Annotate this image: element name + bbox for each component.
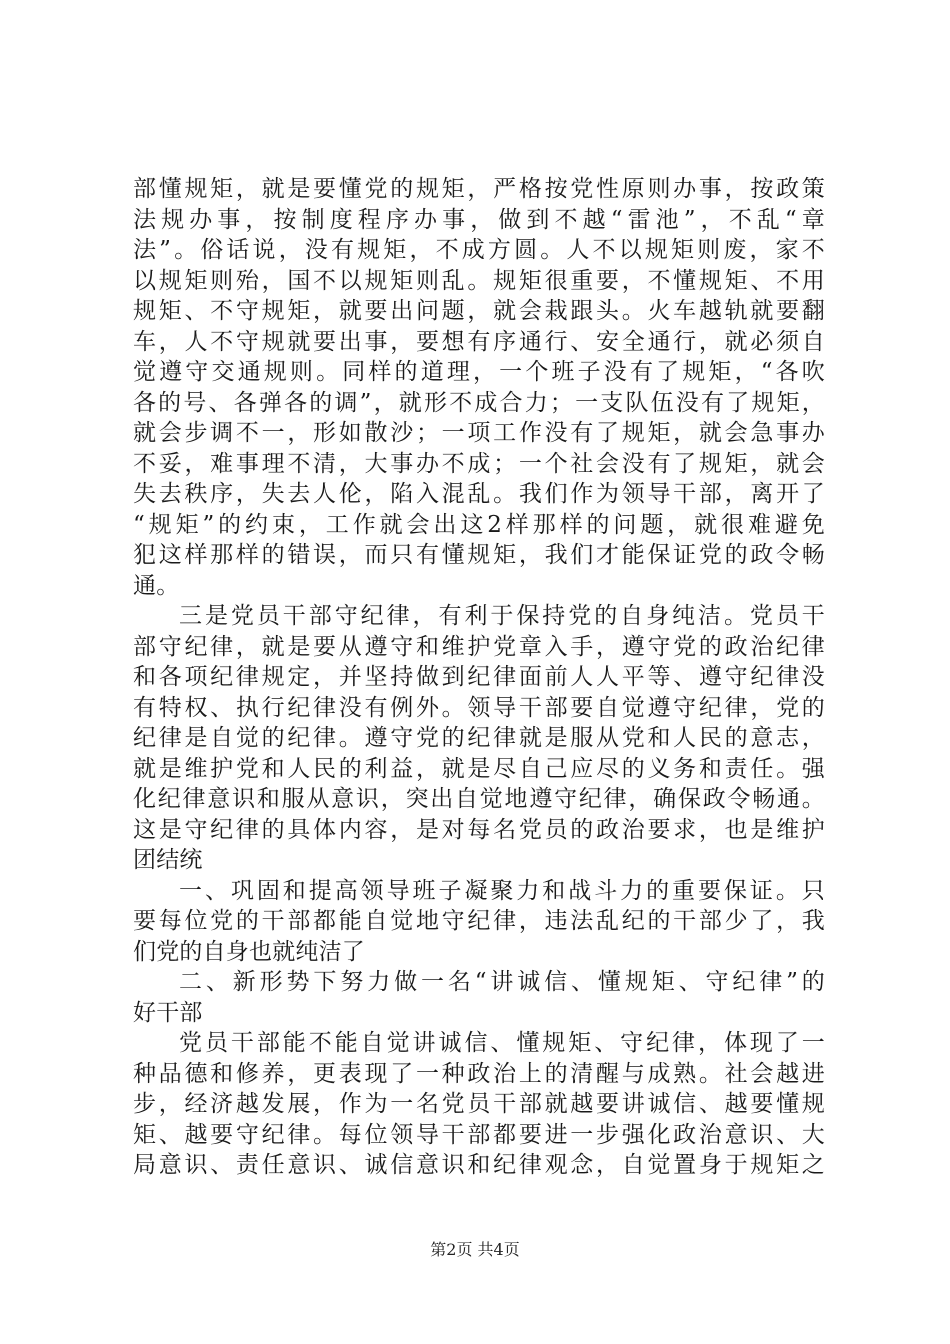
text-line: 纪律是自觉的纪律。遵守党的纪律就是服从党和人民的意志，	[133, 725, 825, 751]
text-line: 二、新形势下努力做一名“讲诚信、懂规矩、守纪律”的	[179, 969, 825, 995]
text-line: 和各项纪律规定，并坚持做到纪律面前人人平等、遵守纪律没	[133, 664, 825, 690]
text-line: 这是守纪律的具体内容，是对每名党员的政治要求，也是维护	[133, 816, 825, 843]
text-line: 党员干部能不能自觉讲诚信、懂规矩、守纪律，体现了一	[179, 1030, 825, 1056]
text-line: 就是维护党和人民的利益，就是尽自己应尽的义务和责任。强	[133, 755, 825, 782]
text-line: 局意识、责任意识、诚信意识和纪律观念，自觉置身于规矩之	[133, 1152, 825, 1178]
text-line: 车，人不守规就要出事，要想有序通行、安全通行，就必须自	[133, 328, 825, 355]
text-line: 通。	[133, 572, 180, 599]
text-line: “规矩”的约束，工作就会出这2样那样的问题，就很难避免	[133, 511, 825, 538]
text-line: 们党的自身也就纯洁了	[133, 938, 365, 965]
text-line: 失去秩序，失去人伦，陷入混乱。我们作为领导干部，离开了	[133, 481, 825, 507]
text-line: 步，经济越发展，作为一名党员干部就越要讲诚信、越要懂规	[133, 1091, 825, 1117]
text-line: 有特权、执行纪律没有例外。领导干部要自觉遵守纪律，党的	[133, 694, 825, 721]
text-line: 好干部	[133, 999, 203, 1026]
text-line: 就会步调不一，形如散沙；一项工作没有了规矩，就会急事办	[133, 420, 825, 446]
text-line: 要每位党的干部都能自觉地守纪律，违法乱纪的干部少了，我	[133, 908, 825, 934]
text-line: 以规矩则殆，国不以规矩则乱。规矩很重要，不懂规矩、不用	[133, 267, 825, 294]
text-line: 化纪律意识和服从意识，突出自觉地遵守纪律，确保政令畅通。	[133, 786, 825, 812]
text-line: 法”。俗话说，没有规矩，不成方圆。人不以规矩则废，家不	[133, 237, 825, 263]
text-line: 一、巩固和提高领导班子凝聚力和战斗力的重要保证。只	[179, 877, 825, 904]
text-line: 三是党员干部守纪律，有利于保持党的自身纯洁。党员干	[179, 603, 825, 629]
text-line: 部懂规矩，就是要懂党的规矩，严格按党性原则办事，按政策	[133, 176, 825, 202]
document-body	[133, 174, 825, 1181]
text-line: 规矩、不守规矩，就要出问题，就会栽跟头。火车越轨就要翻	[133, 298, 825, 324]
text-line: 各的号、各弹各的调”，就形不成合力；一支队伍没有了规矩，	[133, 389, 825, 416]
text-line: 部守纪律，就是要从遵守和维护党章入手，遵守党的政治纪律	[133, 633, 825, 660]
page-number-footer: 第2页 共4页	[430, 1240, 520, 1259]
text-line: 不妥，难事理不清，大事办不成；一个社会没有了规矩，就会	[133, 450, 825, 477]
text-line: 犯这样那样的错误，而只有懂规矩，我们才能保证党的政令畅	[133, 542, 825, 568]
text-line: 矩、越要守纪律。每位领导干部都要进一步强化政治意识、大	[133, 1121, 825, 1148]
text-line: 团结统	[133, 847, 203, 873]
text-line: 觉遵守交通规则。同样的道理，一个班子没有了规矩，“各吹	[133, 359, 825, 385]
text-line: 法规办事，按制度程序办事，做到不越“雷池”，不乱“章	[133, 206, 825, 233]
text-line: 种品德和修养，更表现了一种政治上的清醒与成熟。社会越进	[133, 1060, 825, 1087]
